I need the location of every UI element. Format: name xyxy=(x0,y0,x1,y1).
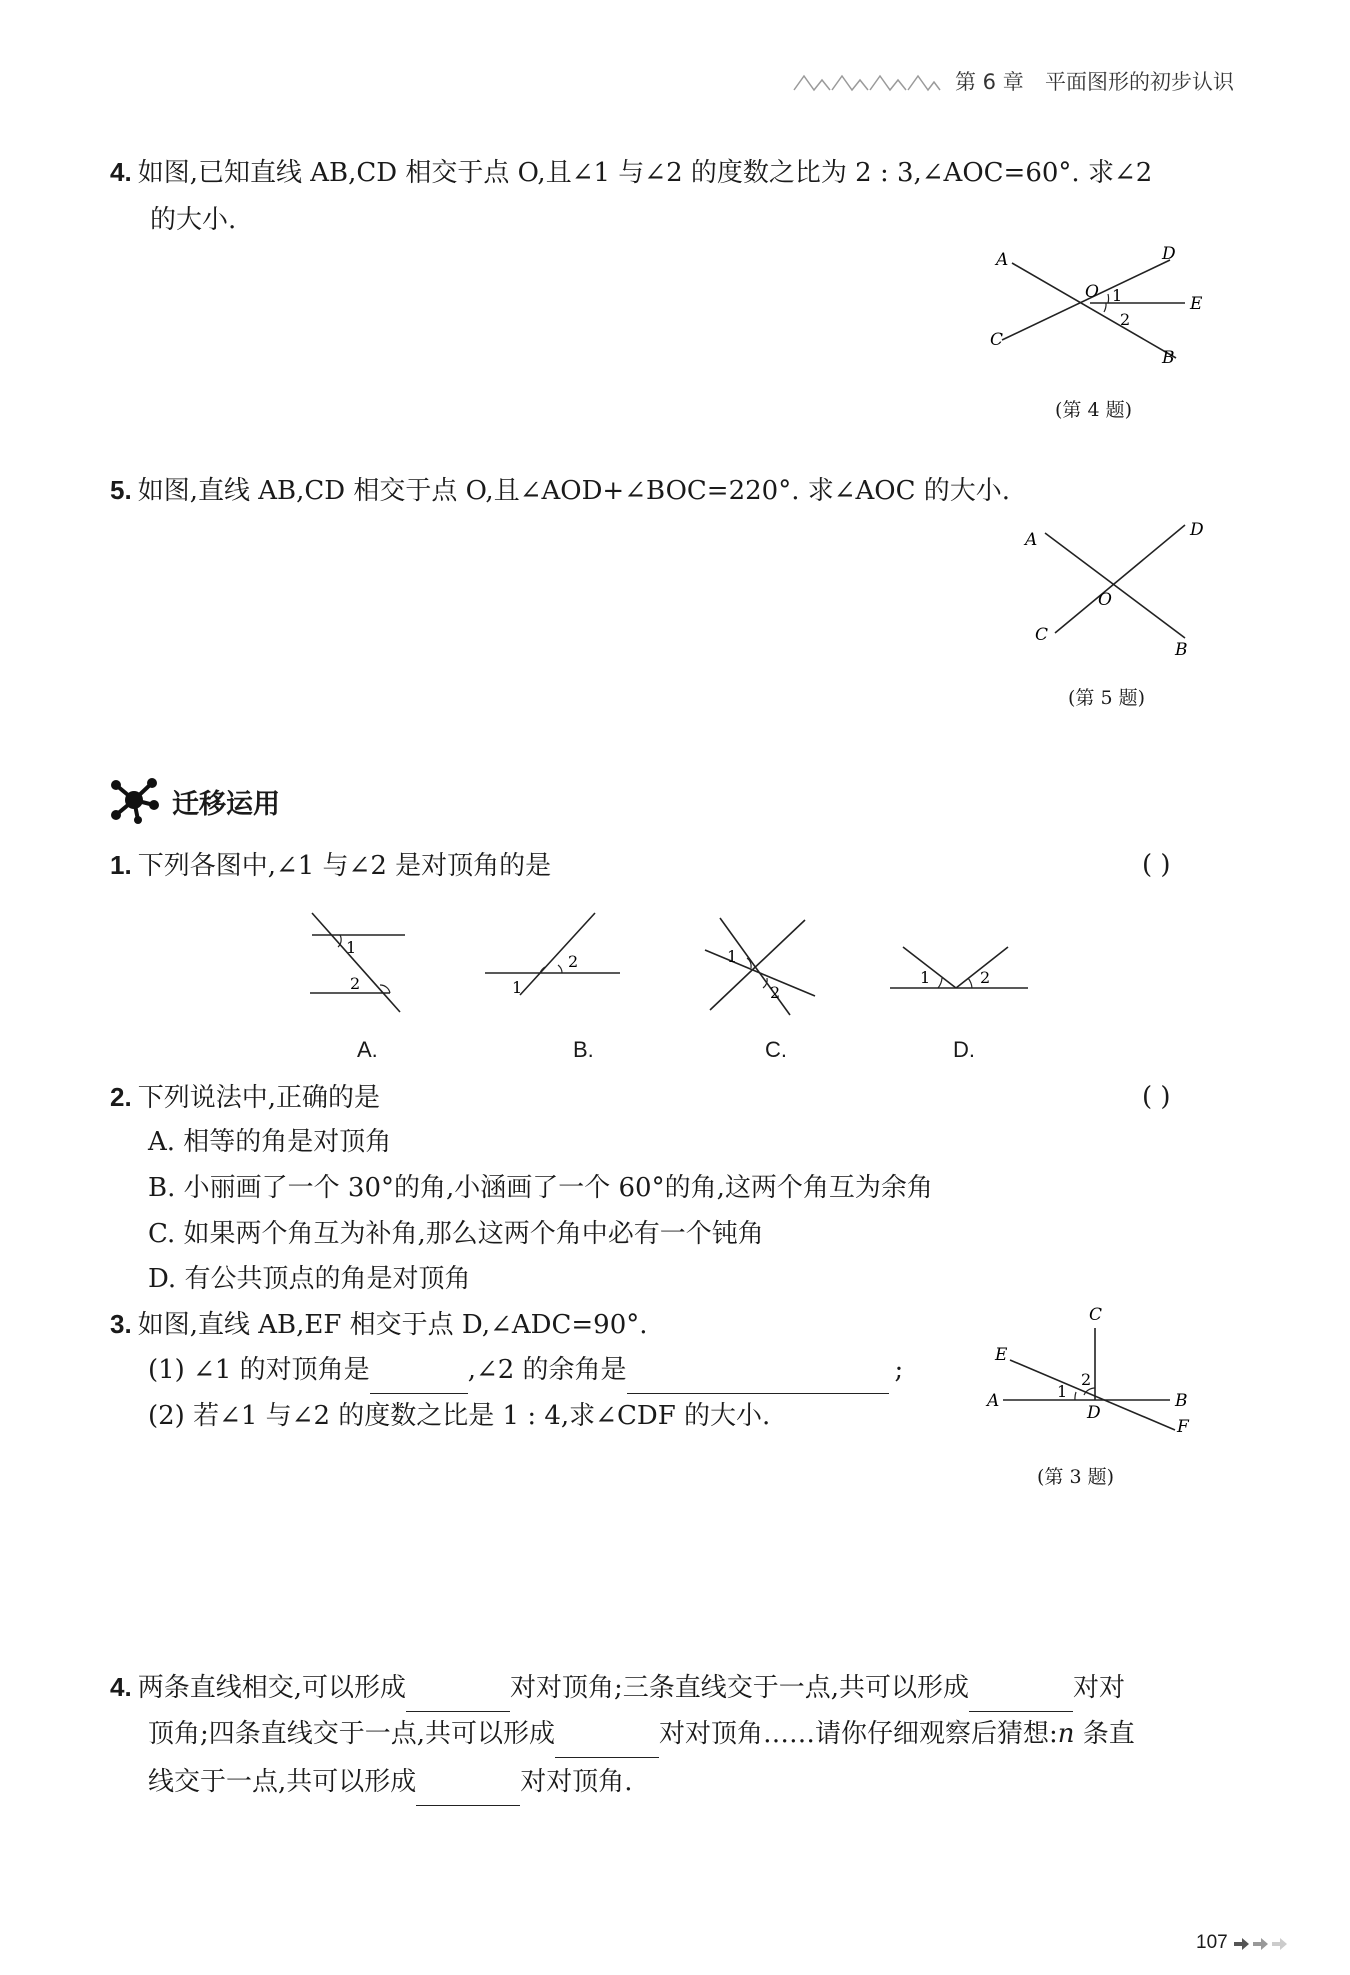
chapter-label: 第 6 章 xyxy=(955,70,1024,94)
arrow-decoration-icon xyxy=(1232,1936,1292,1952)
practice-q4-line2: 的大小. xyxy=(150,205,237,235)
transfer-q2-option-b: B. 小丽画了一个 30°的角,小涵画了一个 60°的角,这两个角互为余角 xyxy=(148,1173,933,1203)
label-C: C xyxy=(990,330,1004,350)
page-number: 107 xyxy=(1196,1932,1228,1953)
transfer-q3-text: 3. 如图,直线 AB,EF 相交于点 D,∠ADC=90°. xyxy=(110,1309,648,1340)
blank-three-lines[interactable] xyxy=(969,1687,1073,1712)
angle-1-label: 1 xyxy=(727,947,738,966)
transfer-q3-caption: (第 3 题) xyxy=(1037,1466,1114,1488)
label-D: D xyxy=(1162,244,1176,264)
transfer-q4-line3: 线交于一点,共可以形成 对对顶角. xyxy=(148,1760,633,1806)
option-c-label: C. xyxy=(765,1037,787,1062)
practice-q5-caption: (第 5 题) xyxy=(1068,687,1145,709)
transfer-q3-figure xyxy=(985,1300,1200,1440)
label-O: O xyxy=(1098,590,1112,610)
transfer-q4-line2: 顶角;四条直线交于一点,共可以形成 对对顶角……请你仔细观察后猜想:n 条直 xyxy=(148,1712,1135,1758)
label-B: B xyxy=(1162,348,1175,368)
section-title: 迁移运用 xyxy=(172,789,280,820)
label-E: E xyxy=(1190,294,1203,314)
label-D: D xyxy=(1087,1403,1101,1423)
label-A: A xyxy=(1025,530,1038,550)
blank-n-lines[interactable] xyxy=(416,1781,520,1806)
angle-2-label: 2 xyxy=(350,974,361,993)
angle-1-label: 1 xyxy=(920,968,931,987)
practice-q4-figure xyxy=(980,235,1220,375)
practice-q4-caption: (第 4 题) xyxy=(1055,399,1132,421)
angle-2-label: 2 xyxy=(980,968,991,987)
transfer-q4-line1: 4. 两条直线相交,可以形成 对对顶角;三条直线交于一点,共可以形成 对对 xyxy=(110,1665,1125,1712)
header-decoration xyxy=(792,70,942,96)
blank-two-lines[interactable] xyxy=(406,1687,510,1712)
option-c-figure xyxy=(695,910,825,1020)
blank-four-lines[interactable] xyxy=(555,1733,659,1758)
label-C: C xyxy=(1035,625,1049,645)
transfer-q2-option-c: C. 如果两个角互为补角,那么这两个角中必有一个钝角 xyxy=(148,1219,764,1249)
option-d-figure xyxy=(888,935,1033,1005)
practice-q4-line1: 4. 如图,已知直线 AB,CD 相交于点 O,且∠1 与∠2 的度数之比为 2 : 3,∠AOC=60°. 求∠2 xyxy=(110,157,1153,188)
label-E: E xyxy=(995,1345,1008,1365)
label-O: O xyxy=(1085,282,1099,302)
option-b-figure xyxy=(480,905,630,1005)
angle-2-label: 2 xyxy=(1120,310,1131,329)
transfer-q2-option-d: D. 有公共顶点的角是对顶角 xyxy=(148,1264,471,1294)
angle-2-label: 2 xyxy=(770,983,781,1002)
transfer-q2-paren: ( ) xyxy=(1142,1082,1171,1112)
practice-q5-line1: 5. 如图,直线 AB,CD 相交于点 O,且∠AOD+∠BOC=220°. 求∠AOC 的大小. xyxy=(110,475,1011,506)
label-B: B xyxy=(1175,640,1188,660)
label-C: C xyxy=(1089,1305,1103,1325)
chapter-title: 平面图形的初步认识 xyxy=(1045,70,1234,94)
angle-1-label: 1 xyxy=(346,938,357,957)
label-B: B xyxy=(1175,1391,1188,1411)
label-D: D xyxy=(1190,520,1204,540)
angle-1-label: 1 xyxy=(512,978,523,997)
label-F: F xyxy=(1177,1417,1189,1437)
transfer-q3-sub1: (1) ∠1 的对顶角是 ,∠2 的余角是 ; xyxy=(148,1348,903,1394)
transfer-q3-sub2: (2) 若∠1 与∠2 的度数之比是 1 : 4,求∠CDF 的大小. xyxy=(148,1401,771,1431)
blank-complement-angle[interactable] xyxy=(627,1369,889,1394)
transfer-q2-text: 2. 下列说法中,正确的是 xyxy=(110,1082,380,1113)
transfer-q1-text: 1. 下列各图中,∠1 与∠2 是对顶角的是 xyxy=(110,850,552,881)
label-A: A xyxy=(987,1391,1000,1411)
transfer-q1-paren: ( ) xyxy=(1142,850,1171,880)
angle-2-label: 2 xyxy=(1081,1370,1092,1389)
option-b-label: B. xyxy=(573,1037,594,1062)
option-a-figure xyxy=(300,905,410,1015)
angle-1-label: 1 xyxy=(1057,1382,1068,1401)
angle-2-label: 2 xyxy=(568,952,579,971)
blank-vertical-angle[interactable] xyxy=(370,1369,468,1394)
practice-q5-figure xyxy=(1015,515,1215,665)
label-A: A xyxy=(996,250,1009,270)
transfer-q2-option-a: A. 相等的角是对顶角 xyxy=(148,1127,392,1157)
molecule-icon xyxy=(108,775,160,825)
option-d-label: D. xyxy=(953,1037,975,1062)
angle-1-label: 1 xyxy=(1112,286,1123,305)
option-a-label: A. xyxy=(357,1037,378,1062)
